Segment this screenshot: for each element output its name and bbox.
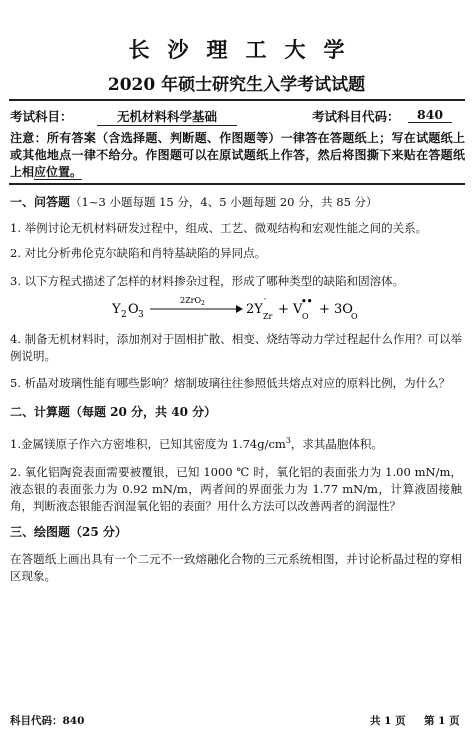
eq-lhs-o: O xyxy=(128,302,139,317)
eq-lhs-sub1: 2 xyxy=(121,310,127,320)
eq-plus2: + xyxy=(319,302,330,317)
eq-plus1: + xyxy=(278,302,289,317)
q3-1: 在答题纸上画出具有一个二元不一致熔融化合物的三元系统相图，并讨论析晶过程的穿相区现象。 xyxy=(10,552,462,583)
exam-title: 2020 年硕士研究生入学考试试题 xyxy=(107,75,366,95)
notice-divider xyxy=(9,183,465,185)
q2-2: 2. 氧化铝陶瓷表面需要被覆银，已知 1000 ℃ 时，氧化铝的表面张力为 1.00 mN/m，液态银的表面张力为 0.92 mN/m，两者间的界面张力为 1.77 mN/m，计算液固接触角，判断液态银能否润湿氧化铝的表面？用什么方法可以改善两者的润湿性？ xyxy=(10,465,462,513)
q1-4: 4. 制备无机材料时，添加剂对于固相扩散、相变、烧结等动力学过程起什么作用？可以举例说明。 xyxy=(10,332,462,363)
q1-5: 5. 析晶对玻璃性能有哪些影响？熔制玻璃往往参照低共熔点对应的原料比例，为什么？ xyxy=(10,376,451,390)
section3-title: 三、绘图题（25 分） xyxy=(10,525,127,539)
q1-3: 3. 以下方程式描述了怎样的材料掺杂过程，形成了哪种类型的缺陷和固溶体。 xyxy=(10,274,405,288)
q2-1 xyxy=(10,432,462,453)
eq-term3-sub: O xyxy=(351,312,358,321)
section1-detail: （1~3 小题每题 15 分，4、5 小题每题 20 分，共 85 分） xyxy=(70,195,378,209)
subject-name: 无机材料科学基础 xyxy=(97,107,237,126)
eq-term1-sup: ′ xyxy=(264,298,267,308)
q2-1-sup: 3 xyxy=(285,436,291,445)
notice-text: 注意：所有答案（含选择题、判断题、作图题等）一律答在答题纸上；写在试题纸上或其他地点一律不给分。作图题可以在原试题纸上作答，然后将图撕下来贴在答题纸上相 xyxy=(10,131,465,179)
eq-term2-sup: •• xyxy=(301,297,313,307)
notice-underlined: 应位置。 xyxy=(34,165,83,179)
eq-lhs-y: Y xyxy=(112,302,121,317)
q1-2: 2. 对比分析弗伦克尔缺陷和肖特基缺陷的异同点。 xyxy=(10,246,267,260)
eq-above-arrow: 2ZrO xyxy=(180,296,202,305)
header-divider xyxy=(9,99,465,101)
eq-term3: 3O xyxy=(334,302,353,317)
footer-total: 共 1 页 xyxy=(370,715,406,727)
section1-title: 一、问答题 xyxy=(10,195,71,209)
section1-heading xyxy=(10,194,462,211)
q2-1-text-end: ，求其晶胞体积。 xyxy=(290,436,383,451)
q1-1: 1. 举例讨论无机材料研发过程中，组成、工艺、微观结构和宏观性能之间的关系。 xyxy=(10,221,428,235)
eq-term2: V xyxy=(293,302,303,317)
eq-above-arrow-sub: 2 xyxy=(201,300,205,307)
eq-arrow-head xyxy=(236,305,243,313)
section2-title: 二、计算题（每题 20 分，共 40 分） xyxy=(10,405,217,419)
footer-page: 第 1 页 xyxy=(424,715,460,727)
eq-lhs-sub2: 3 xyxy=(138,310,144,320)
eq-term2-sub: O xyxy=(302,312,309,321)
subject-code: 840 xyxy=(408,107,452,123)
university-name: 长沙理工大学 xyxy=(128,37,363,62)
subject-code-label: 考试科目代码： xyxy=(312,109,400,124)
subject-label: 考试科目： xyxy=(10,109,73,124)
doping-equation xyxy=(112,292,372,326)
subject-row xyxy=(10,107,465,127)
eq-term1: 2Y xyxy=(246,302,263,317)
eq-term1-sub: Zr xyxy=(263,312,273,321)
q2-1-text: 1.金属镁原子作六方密堆积，已知其密度为 1.74g/cm xyxy=(10,436,286,451)
footer-code: 科目代码：840 xyxy=(10,715,85,727)
notice xyxy=(10,130,465,181)
